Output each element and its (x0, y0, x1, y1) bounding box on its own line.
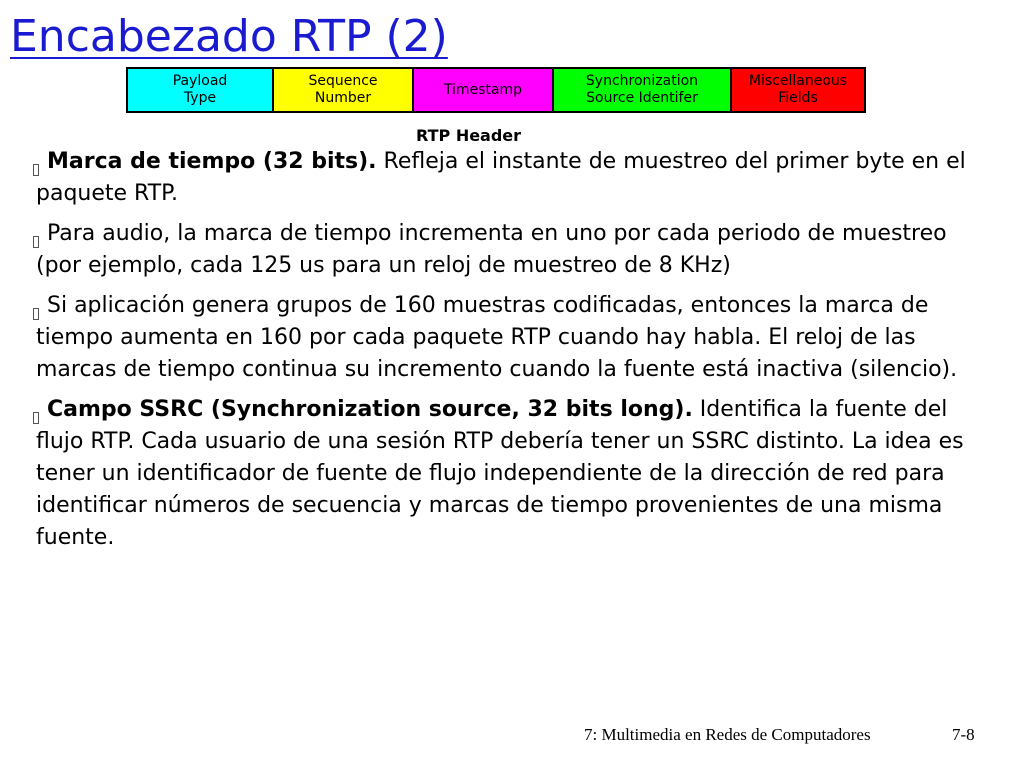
field-sequence-number: Sequence Number (274, 69, 414, 111)
field-timestamp: Timestamp (414, 69, 554, 111)
bullet-bold-text: Campo SSRC (Synchronization source, 32 bits long). (47, 397, 693, 422)
bullet-item-audio (36, 218, 996, 282)
bullet-text: Identifica la fuente del flujo RTP. Cada usuario de una sesión RTP debería tener un SSRC distinto. La idea es tener un identificador de fuente de flujo independiente de la dirección de red para identificar números de secuencia y marcas de tiempo provenientes de una misma fuente. (36, 397, 964, 550)
field-miscellaneous-fields: Miscellaneous Fields (732, 69, 864, 111)
page-number: 7-8 (952, 725, 975, 744)
bullet-bold-text: Marca de tiempo (32 bits). (47, 149, 377, 174)
diagram-caption: RTP Header (416, 126, 522, 145)
bullet-item-timestamp (36, 146, 996, 210)
rtp-header-diagram (126, 67, 866, 113)
bullet-list (36, 146, 996, 562)
bullet-square-icon (33, 164, 39, 176)
bullet-item-ssrc (36, 394, 996, 554)
field-synchronization-source-identifier: Synchronization Source Identifer (554, 69, 732, 111)
bullet-item-samples (36, 290, 996, 386)
bullet-text: Para audio, la marca de tiempo incrementa en uno por cada periodo de muestreo (por ejemplo, cada 125 us para un reloj de muestreo de 8 KHz) (36, 221, 947, 278)
bullet-square-icon (33, 412, 39, 424)
footer-text: 7: Multimedia en Redes de Computadores (584, 725, 871, 744)
bullet-text: Refleja el instante de muestreo del primer byte en el paquete RTP. (36, 149, 966, 206)
field-payload-type: Payload Type (128, 69, 274, 111)
bullet-text: Si aplicación genera grupos de 160 muestras codificadas, entonces la marca de tiempo aumenta en 160 por cada paquete RTP cuando hay habla. El reloj de las marcas de tiempo continua su incremento cuando la fuente está inactiva (silencio). (36, 293, 958, 382)
bullet-square-icon (33, 308, 39, 320)
bullet-square-icon (33, 236, 39, 248)
slide-title: Encabezado RTP (2) (10, 11, 448, 62)
